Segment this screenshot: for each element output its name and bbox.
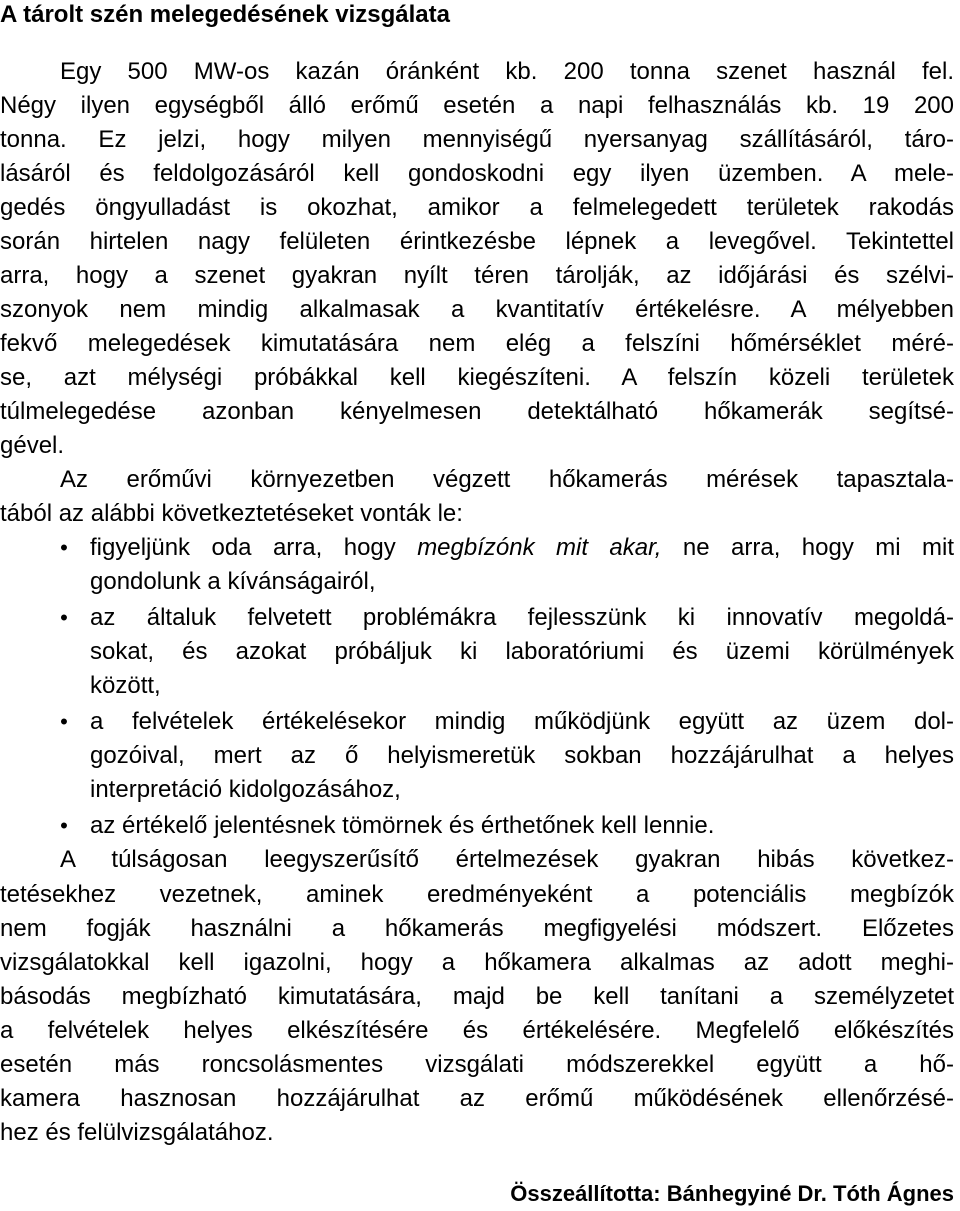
paragraph-2-line: Az erőművi környezetben végzett hőkamerás mérések tapasztala-	[60, 466, 954, 493]
bullet-item-2-line: között,	[90, 672, 161, 699]
paragraph-1-line: gével.	[0, 432, 65, 459]
bullet-item-3-line: a felvételek értékelésekor mindig működjünk együtt az üzem dol-	[90, 708, 954, 735]
paragraph-1-line: se, azt mélységi próbákkal kell kiegészíteni. A felszín közeli területek	[0, 364, 954, 391]
paragraph-3-line: kamera hasznosan hozzájárulhat az erőmű működésének ellenőrzésé-	[0, 1085, 954, 1112]
paragraph-3-line: tetésekhez vezetnek, aminek eredményeként a potenciális megbízók	[0, 881, 954, 908]
bullet-item-3-line: interpretáció kidolgozásához,	[90, 776, 401, 803]
paragraph-3-line: a felvételek helyes elkészítésére és értékelésére. Megfelelő előkészítés	[0, 1017, 954, 1044]
bullet-item-4-line: az értékelő jelentésnek tömörnek és érthetőnek kell lennie.	[90, 812, 715, 839]
bullet-item-1-text: figyeljünk oda arra, hogy	[90, 534, 418, 561]
paragraph-3-line: básodás megbízható kimutatására, majd be kell tanítani a személyzetet	[0, 983, 954, 1010]
paragraph-1-line: fekvő melegedések kimutatására nem elég a felszíni hőmérséklet méré-	[0, 330, 954, 357]
paragraph-1-line: túlmelegedése azonban kényelmesen detektálható hőkamerák segítsé-	[0, 398, 954, 425]
bullet-point-icon: •	[60, 709, 68, 734]
bullet-item-3-line: gozóival, mert az ő helyismeretük sokban hozzájárulhat a helyes	[90, 742, 954, 769]
paragraph-1-line: gedés öngyulladást is okozhat, amikor a felmelegedett területek rakodás	[0, 194, 954, 221]
paragraph-2-line: tából az alábbi következtetéseket vonták le:	[0, 500, 463, 527]
paragraph-3-line: hez és felülvizsgálatához.	[0, 1119, 274, 1146]
bullet-item-1-line	[90, 533, 954, 563]
paragraph-1-line: tonna. Ez jelzi, hogy milyen mennyiségű nyersanyag szállításáról, táro-	[0, 126, 954, 153]
paragraph-1-line: szonyok nem mindig alkalmasak a kvantitatív értékelésre. A mélyebben	[0, 296, 954, 323]
paragraph-3-line: nem fogják használni a hőkamerás megfigyelési módszert. Előzetes	[0, 915, 954, 942]
paragraph-1-line: lásáról és feldolgozásáról kell gondoskodni egy ilyen üzemben. A mele-	[0, 160, 954, 187]
author-signature: Összeállította: Bánhegyiné Dr. Tóth Ágnes	[510, 1181, 954, 1206]
bullet-item-1-line: gondolunk a kívánságairól,	[90, 568, 376, 595]
bullet-point-icon: •	[60, 813, 68, 838]
paragraph-1-line: arra, hogy a szenet gyakran nyílt téren tárolják, az időjárási és szélvi-	[0, 262, 954, 289]
bullet-point-icon: •	[60, 535, 68, 560]
paragraph-3-line: A túlságosan leegyszerűsítő értelmezések gyakran hibás következ-	[60, 846, 954, 873]
bullet-item-2-line: az általuk felvetett problémákra fejlesszünk ki innovatív megoldá-	[90, 604, 954, 631]
bullet-item-2-line: sokat, és azokat próbáljuk ki laboratóriumi és üzemi körülmények	[90, 638, 954, 665]
bullet-item-1-emphasis: megbízónk mit akar,	[417, 534, 662, 561]
paragraph-1-line: során hirtelen nagy felületen érintkezésbe lépnek a levegővel. Tekintettel	[0, 228, 954, 255]
document-title: A tárolt szén melegedésének vizsgálata	[0, 1, 450, 28]
bullet-item-1-text-end: ne arra, hogy mi mit	[661, 534, 954, 561]
paragraph-1-line: Egy 500 MW-os kazán óránként kb. 200 tonna szenet használ fel.	[60, 58, 954, 85]
paragraph-3-line: vizsgálatokkal kell igazolni, hogy a hőkamera alkalmas az adott meghi-	[0, 949, 954, 976]
bullet-point-icon: •	[60, 605, 68, 630]
paragraph-1-line: Négy ilyen egységből álló erőmű esetén a napi felhasználás kb. 19 200	[0, 92, 954, 119]
paragraph-3-line: esetén más roncsolásmentes vizsgálati módszerekkel együtt a hő-	[0, 1051, 954, 1078]
